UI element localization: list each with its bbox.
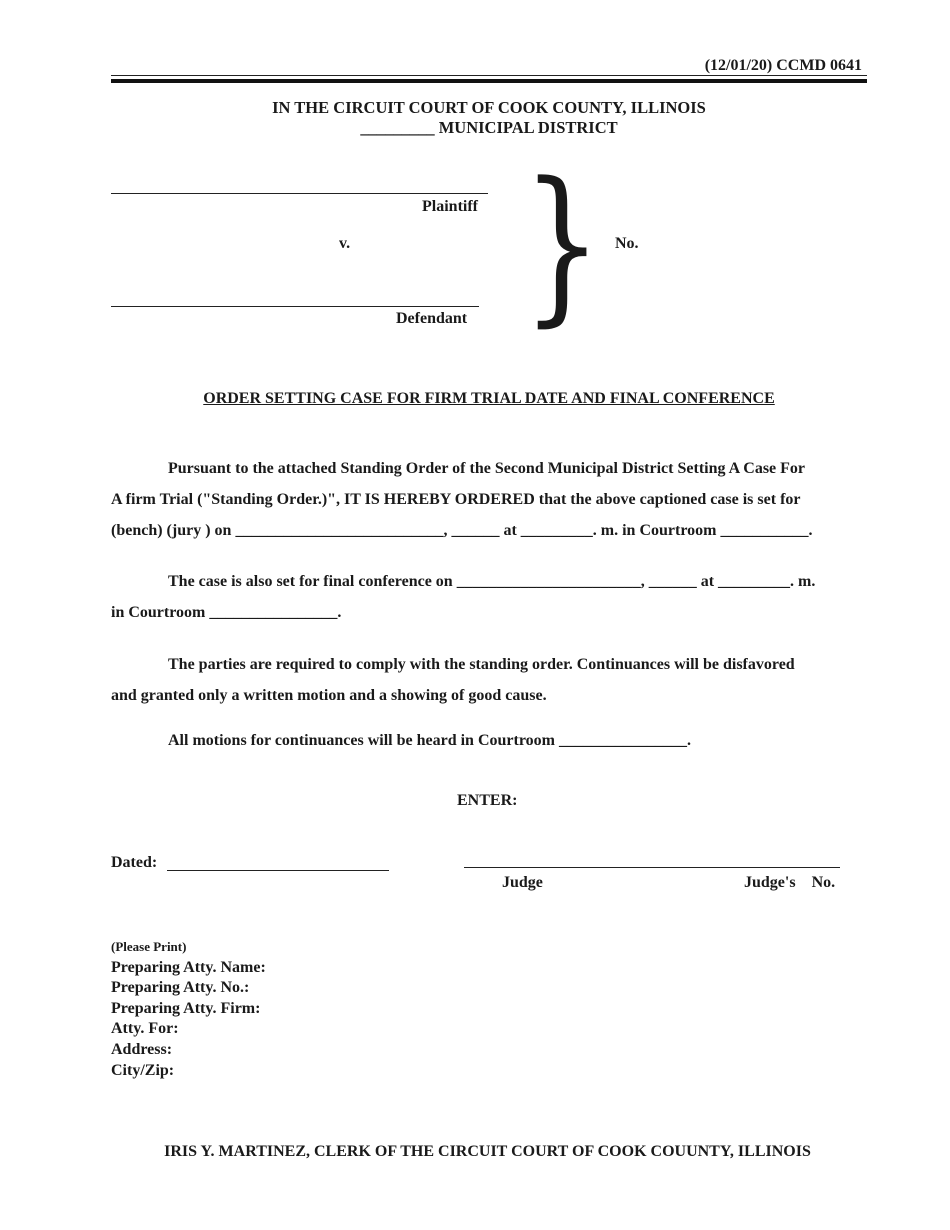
- please-print-note: (Please Print): [111, 939, 187, 954]
- versus-label: v.: [339, 235, 351, 252]
- judge-label: Judge: [502, 874, 543, 891]
- plaintiff-line[interactable]: [111, 193, 488, 194]
- dated-line[interactable]: [167, 870, 389, 871]
- clerk-footer: IRIS Y. MARTINEZ, CLERK OF THE CIRCUIT COURT OF COOK COUUNTY, ILLINOIS: [164, 1143, 811, 1160]
- plaintiff-label: Plaintiff: [422, 198, 478, 215]
- judge-no-label: Judge's No.: [744, 874, 836, 891]
- form-number: (12/01/20) CCMD 0641: [704, 57, 862, 74]
- attorney-no-label: Preparing Atty. No.:: [111, 979, 250, 997]
- judge-signature-line[interactable]: [464, 867, 840, 868]
- paragraph-line: (bench) (jury ) on __________________________, ______ at _________. m. in Courtroom ___________.: [111, 522, 813, 539]
- header-rule-thick: [111, 79, 867, 83]
- enter-label: ENTER:: [457, 792, 518, 809]
- defendant-label: Defendant: [396, 310, 468, 327]
- court-name: IN THE CIRCUIT COURT OF COOK COUNTY, ILLINOIS: [272, 98, 706, 117]
- district-label: MUNICIPAL DISTRICT: [438, 118, 618, 137]
- paragraph-line: Pursuant to the attached Standing Order of the Second Municipal District Setting A Case For: [168, 460, 806, 477]
- header-rule-thin: [111, 75, 867, 76]
- paragraph-conference: [111, 566, 867, 628]
- district-line: [111, 118, 867, 138]
- paragraph-line: in Courtroom ________________.: [111, 604, 342, 621]
- attorney-for-label: Atty. For:: [111, 1020, 179, 1038]
- address-label: Address:: [111, 1040, 173, 1058]
- paragraph-continuances: [111, 649, 867, 711]
- district-blank[interactable]: _________: [360, 118, 435, 137]
- dated-label: Dated:: [111, 854, 158, 871]
- city-zip-label: City/Zip:: [111, 1061, 175, 1079]
- paragraph-motions: [111, 725, 867, 756]
- attorney-block: [111, 937, 266, 1081]
- order-title: [111, 390, 867, 408]
- paragraph-trial: [111, 453, 867, 546]
- order-title-text: ORDER SETTING CASE FOR FIRM TRIAL DATE AND FINAL CONFERENCE: [203, 390, 775, 407]
- paragraph-line: The parties are required to comply with the standing order. Continuances will be disfavored: [168, 656, 795, 673]
- paragraph-line: A firm Trial ("Standing Order.)", IT IS HEREBY ORDERED that the above captioned case is set for: [111, 491, 801, 508]
- attorney-firm-label: Preparing Atty. Firm:: [111, 999, 261, 1017]
- attorney-name-label: Preparing Atty. Name:: [111, 958, 266, 976]
- paragraph-line: and granted only a written motion and a showing of good cause.: [111, 687, 547, 704]
- paragraph-line: All motions for continuances will be heard in Courtroom ________________.: [168, 732, 691, 749]
- defendant-line[interactable]: [111, 306, 479, 307]
- caption-brace: }: [522, 146, 603, 342]
- paragraph-line: The case is also set for final conference on _______________________, ______ at _________. m.: [168, 573, 816, 590]
- case-no-label: No.: [615, 235, 639, 252]
